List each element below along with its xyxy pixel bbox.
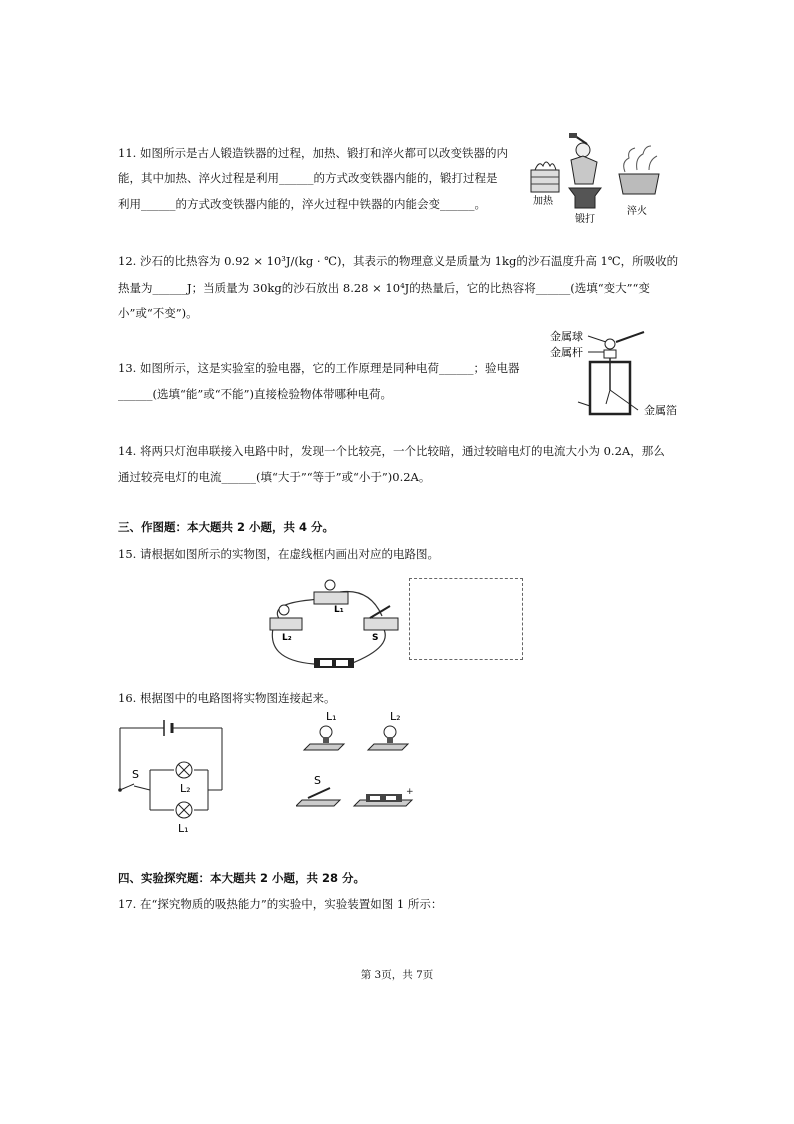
object-bulb-l1[interactable] <box>304 726 344 750</box>
q12-line-3: 小”或“不变”)。 <box>118 306 198 320</box>
label-quenching: 淬火 <box>627 206 647 217</box>
page-footer: 第 3页，共 7页 <box>360 969 434 981</box>
label-l2: L₂ <box>282 633 292 643</box>
label-heating: 加热 <box>533 196 553 207</box>
label-forging: 锻打 <box>575 214 595 225</box>
heating-furnace <box>531 162 559 192</box>
lamp-l1-symbol <box>176 802 192 818</box>
q11-line-3: 利用______的方式改变铁器内能的，淬火过程中铁器的内能会变______。 <box>118 197 486 211</box>
switch-symbol <box>118 784 134 792</box>
section-4-title: 四、实验探究题：本大题共 2 小题，共 28 分。 <box>118 871 366 885</box>
blacksmith <box>569 133 597 184</box>
electroscope <box>578 332 644 414</box>
battery-symbol <box>164 720 172 736</box>
q16-circuit-diagram <box>112 712 230 838</box>
lamp-l2-symbol <box>176 762 192 778</box>
object-label-l1: L₁ <box>326 710 337 723</box>
q14-line-2: 通过较亮电灯的电流______(填“大于”“等于”或“小于”)0.2A。 <box>118 470 431 484</box>
battery <box>314 658 354 668</box>
object-switch[interactable] <box>296 788 340 806</box>
diagram-label-l2: L₂ <box>180 782 191 795</box>
q13-line-2: ______(选填“能”或“不能”)直接检验物体带哪种电荷。 <box>118 387 392 401</box>
q15-physical-circuit <box>262 578 412 670</box>
q16-text: 16. 根据图中的电路图将实物图连接起来。 <box>118 691 336 705</box>
object-bulb-l2[interactable] <box>368 726 408 750</box>
q12-line-1: 12. 沙石的比热容为 0.92 × 10³J/(kg · ℃)，其表示的物理意义是质量为 1kg的沙石温度升高 1℃，所吸收的 <box>118 254 679 268</box>
q14-line-1: 14. 将两只灯泡串联接入电路中时，发现一个比较亮，一个比较暗，通过较暗电灯的电流大小为 0.2A，那么 <box>118 444 665 458</box>
forging-figure <box>527 130 675 230</box>
q15-text: 15. 请根据如图所示的实物图，在虚线框内画出对应的电路图。 <box>118 547 439 561</box>
label-metal-foil: 金属箔 <box>644 404 677 417</box>
q17-text: 17. 在“探究物质的吸热能力”的实验中，实验装置如图 1 所示： <box>118 897 443 911</box>
quenching-tub <box>619 146 659 194</box>
bulb-l2 <box>270 605 302 643</box>
q16-physical-objects <box>296 708 420 812</box>
switch-s <box>364 606 398 643</box>
q11-line-2: 能，其中加热、淬火过程是利用______的方式改变铁器内能的，锻打过程是 <box>118 171 498 185</box>
bulb-l1 <box>314 580 348 615</box>
diagram-label-l1: L₁ <box>178 822 189 835</box>
electroscope-figure <box>548 326 688 422</box>
object-label-l2: L₂ <box>390 710 401 723</box>
section-3-title: 三、作图题：本大题共 2 小题，共 4 分。 <box>118 520 335 534</box>
q11-line-1: 11. 如图所示是古人锻造铁器的过程，加热、锻打和淬火都可以改变铁器的内 <box>118 146 508 160</box>
q12-line-2: 热量为______J；当质量为 30kg的沙石放出 8.28 × 10⁴J的热量后，它的比热容将______(选填“变大”“变 <box>118 281 650 295</box>
diagram-label-s: S <box>132 768 139 781</box>
label-l1: L₁ <box>334 605 344 615</box>
object-battery-box[interactable] <box>354 787 414 806</box>
svg-text:+: + <box>406 787 414 797</box>
label-metal-rod: 金属杆 <box>550 346 583 359</box>
object-label-s: S <box>314 774 321 787</box>
q13-line-1: 13. 如图所示，这是实验室的验电器，它的工作原理是同种电荷______；验电器 <box>118 361 520 375</box>
label-s: S <box>372 633 379 643</box>
anvil <box>569 188 601 208</box>
label-metal-ball: 金属球 <box>550 330 583 343</box>
answer-box[interactable] <box>409 578 523 660</box>
